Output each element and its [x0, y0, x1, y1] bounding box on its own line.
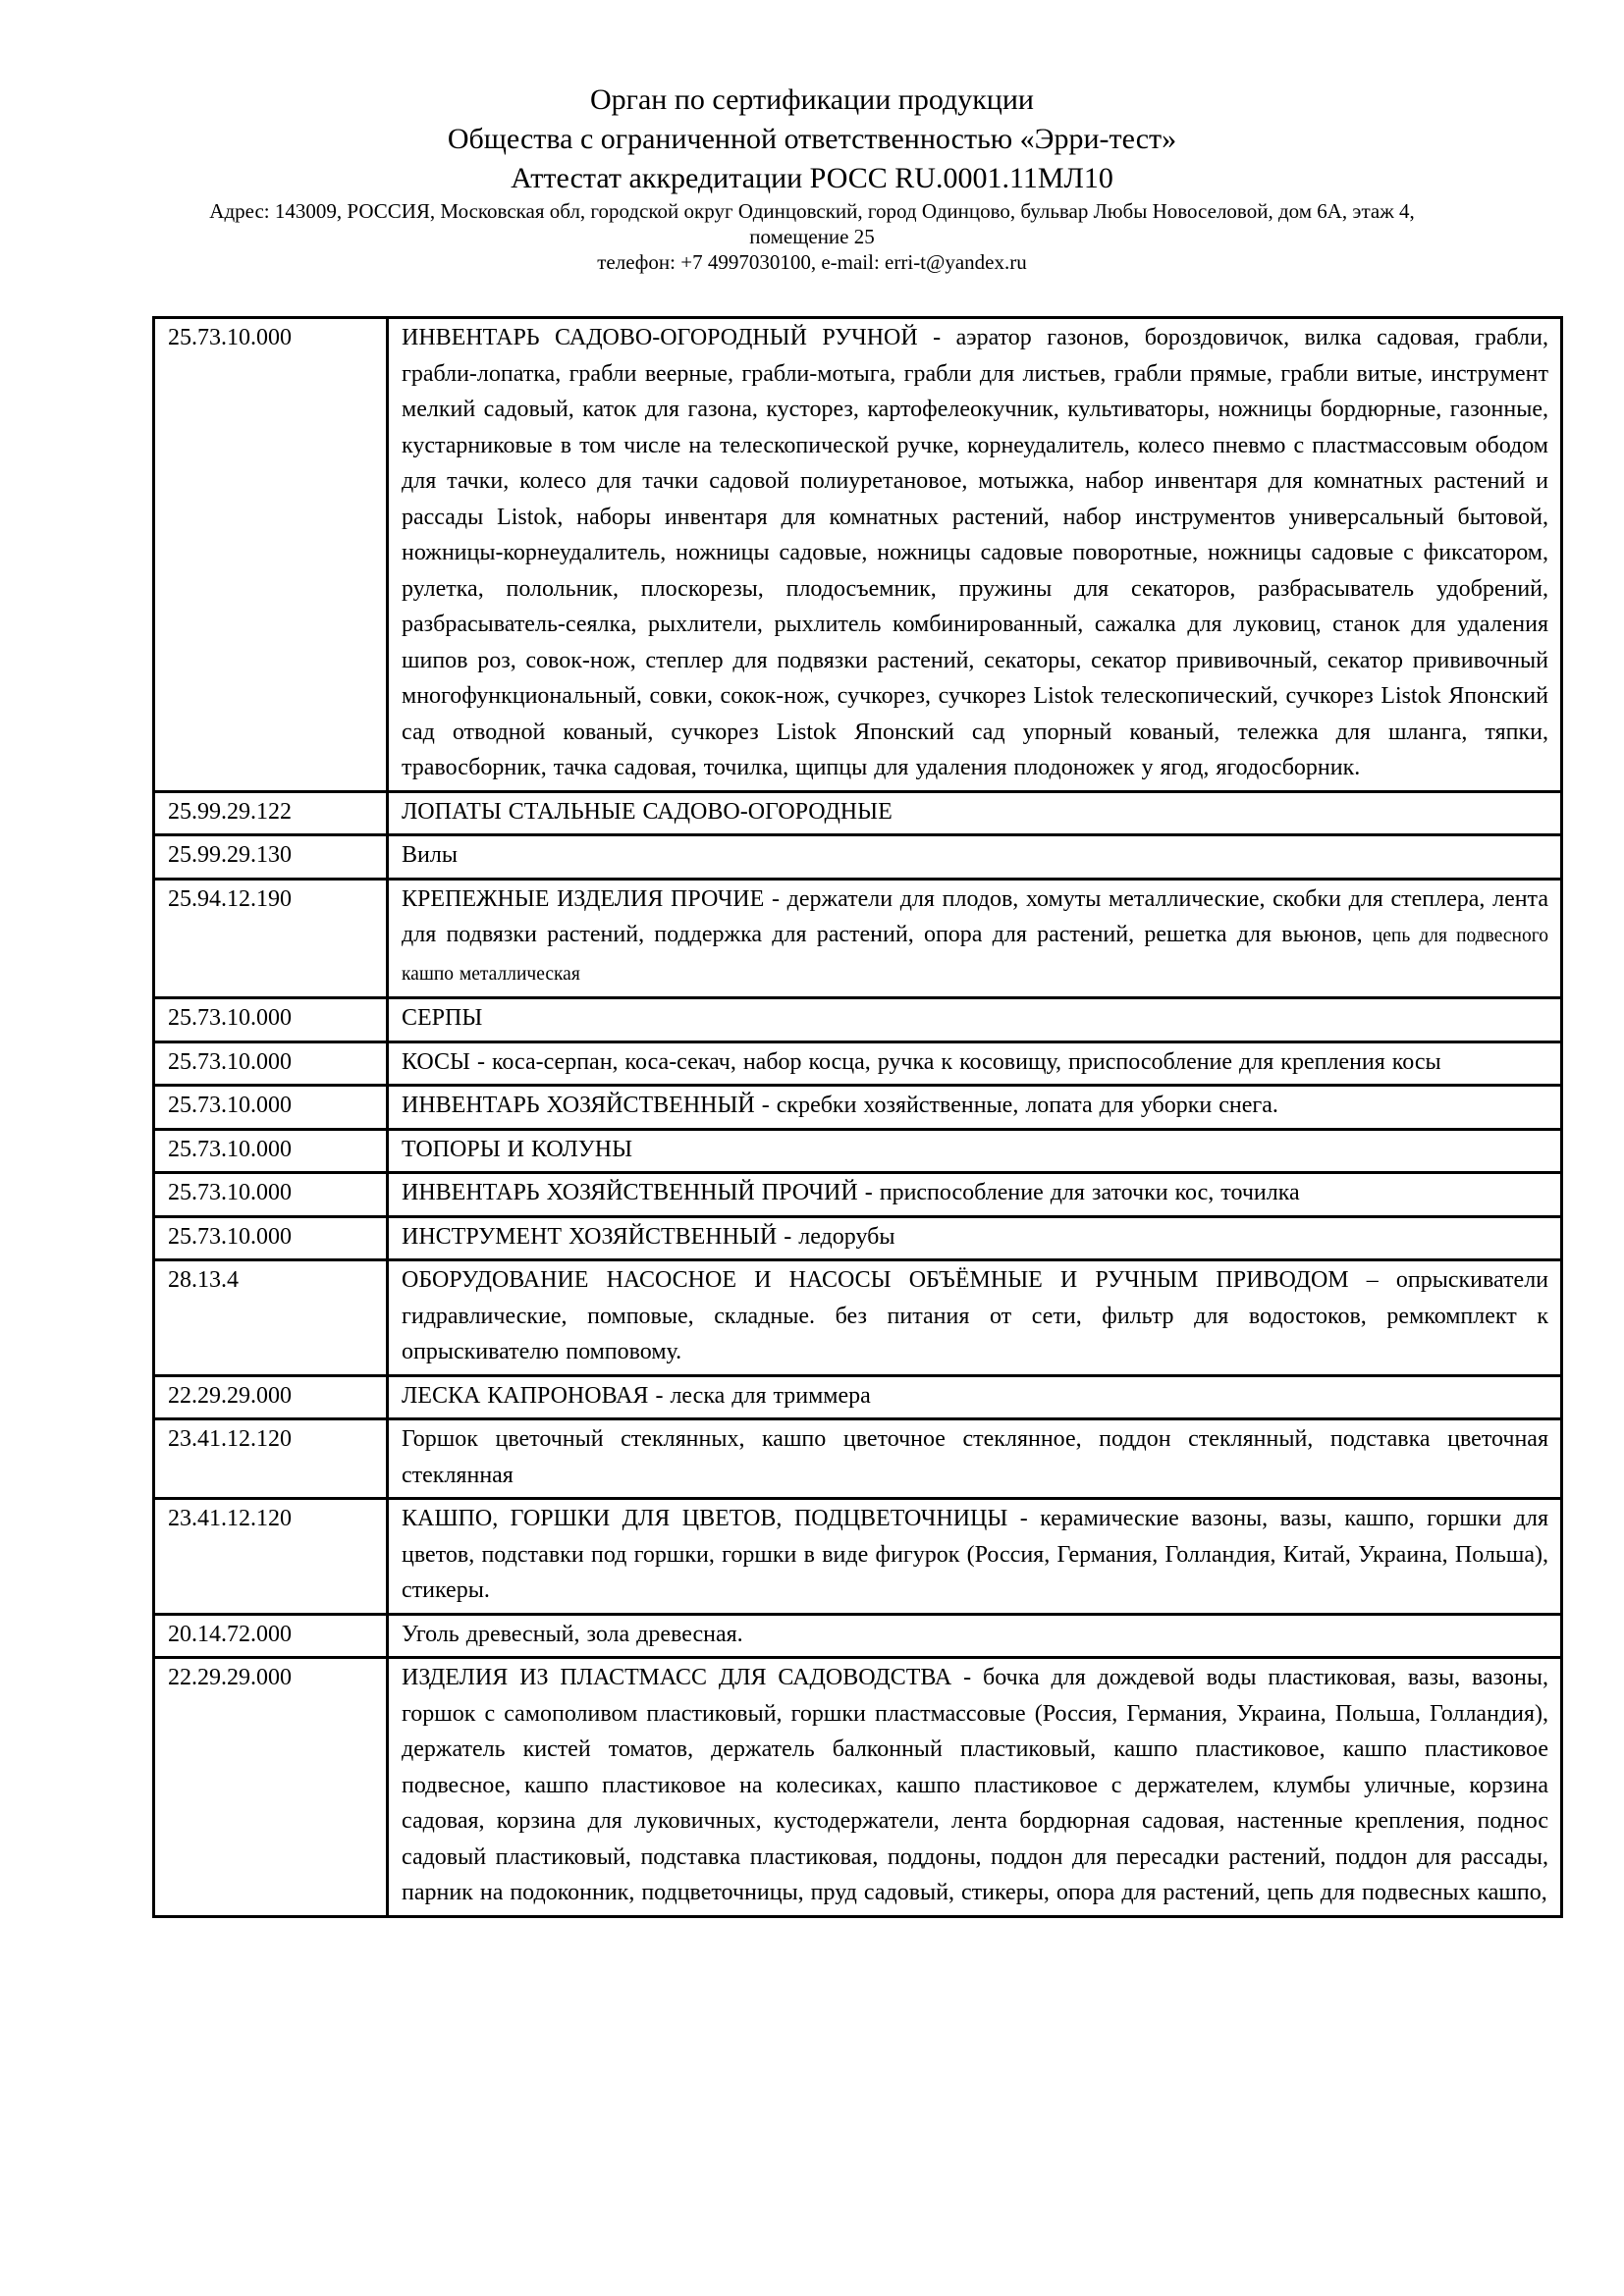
- table-row: [154, 1260, 1562, 1376]
- product-category-title: СЕРПЫ: [402, 1005, 483, 1031]
- product-code-cell: 25.73.10.000: [154, 1041, 388, 1086]
- product-code-cell: 28.13.4: [154, 1260, 388, 1376]
- product-category-title: ТОПОРЫ И КОЛУНЫ: [402, 1136, 633, 1162]
- product-code-cell: 25.73.10.000: [154, 318, 388, 792]
- product-description-cell: [388, 998, 1562, 1042]
- accreditation-certificate: Аттестат аккредитации РОСС RU.0001.11МЛ10: [511, 162, 1113, 194]
- table-row: [154, 1614, 1562, 1658]
- title-separator: -: [777, 1223, 799, 1250]
- product-code-cell: 22.29.29.000: [154, 1375, 388, 1419]
- product-description-cell: [388, 1173, 1562, 1217]
- table-row: [154, 1129, 1562, 1173]
- product-category-title: КРЕПЕЖНЫЕ ИЗДЕЛИЯ ПРОЧИЕ: [402, 885, 765, 912]
- product-description-text: ледорубы: [798, 1223, 895, 1250]
- product-category-title: ИНВЕНТАРЬ ХОЗЯЙСТВЕННЫЙ ПРОЧИЙ: [402, 1180, 858, 1205]
- product-description-text: опрыскиватели гидравлические, помповые, складные. без питания от сети, фильтр для водостоков, ремкомплект к опрыскивателю помповому.: [402, 1267, 1549, 1364]
- product-description-text: приспособление для заточки кос, точилка: [879, 1180, 1300, 1205]
- product-category-title: ИНВЕНТАРЬ САДОВО-ОГОРОДНЫЙ РУЧНОЙ: [402, 325, 918, 350]
- table-row: [154, 1086, 1562, 1130]
- product-description-cell: [388, 1216, 1562, 1260]
- product-description-text: скребки хозяйственные, лопата для уборки снега.: [776, 1093, 1278, 1118]
- product-description-cell: [388, 1658, 1562, 1917]
- title-separator: -: [648, 1382, 671, 1409]
- product-code-cell: 25.73.10.000: [154, 998, 388, 1042]
- product-code-cell: 23.41.12.120: [154, 1419, 388, 1499]
- table-row: [154, 1216, 1562, 1260]
- product-code-cell: 23.41.12.120: [154, 1499, 388, 1615]
- product-code-cell: 25.94.12.190: [154, 879, 388, 998]
- product-description-cell: [388, 791, 1562, 835]
- product-description-cell: [388, 1260, 1562, 1376]
- product-description-text: Уголь древесный, зола древесная.: [402, 1621, 743, 1647]
- product-category-title: ЛОПАТЫ СТАЛЬНЫЕ САДОВО-ОГОРОДНЫЕ: [402, 798, 893, 825]
- title-separator: -: [1007, 1506, 1041, 1531]
- certification-body-title: Орган по сертификации продукции: [590, 83, 1034, 116]
- product-code-cell: 25.99.29.130: [154, 835, 388, 880]
- product-description-cell: [388, 835, 1562, 880]
- product-description-cell: [388, 1041, 1562, 1086]
- product-code-cell: 25.99.29.122: [154, 791, 388, 835]
- product-category-title: КОСЫ: [402, 1048, 470, 1075]
- table-row: [154, 318, 1562, 792]
- table-row: [154, 1499, 1562, 1615]
- product-description-cell: [388, 1499, 1562, 1615]
- product-description-cell: [388, 1129, 1562, 1173]
- product-description-cell: [388, 1614, 1562, 1658]
- product-description-smalltext: цепь для подвесного кашпо металлическая: [402, 926, 1548, 985]
- product-code-cell: 25.73.10.000: [154, 1086, 388, 1130]
- product-category-title: ИЗДЕЛИЯ ИЗ ПЛАСТМАСС ДЛЯ САДОВОДСТВА: [402, 1665, 952, 1690]
- product-description-text: аэратор газонов, бороздовичок, вилка садовая, грабли, грабли-лопатка, грабли веерные, грабли-мотыга, грабли для листьев, грабли прямые, грабли витые, инструмент мелкий садовый, каток для газона, кусторез, картофелеокучник, культиваторы, ножницы бордюрные, газонные, кустарниковые в том числе на телескопической ручке, корнеудалитель, колесо пневмо с пластмассовым ободом для тачки, колесо для тачки садовой полиуретановое, мотыжка, набор инвентаря для комнатных растений и рассады Listok, наборы инвентаря для комнатных растений, набор инструментов универсальный бытовой, ножницы-корнеудалитель, ножницы садовые, ножницы садовые поворотные, ножницы садовые с фиксатором, рулетка, полольник, плоскорезы, плодосъемник, пружины для секаторов, разбрасыватель удобрений, разбрасыватель-сеялка, рыхлители, рыхлитель комбинированный, сажалка для луковиц, станок для удаления шипов роз, совок-нож, степлер для подвязки растений, секаторы, секатор прививочный, секатор прививочный многофункциональный, совки, сокок-нож, сучкорез, сучкорез Listok телескопический, сучкорез Listok Японский сад отводной кованый, сучкорез Listok Японский сад упорный кованый, тележка для шланга, тяпки, травосборник, тачка садовая, точилка, щипцы для удаления плодоножек у ягод, ягодосборник.: [402, 325, 1548, 780]
- title-separator: -: [857, 1180, 880, 1205]
- product-category-title: ИНСТРУМЕНТ ХОЗЯЙСТВЕННЫЙ: [402, 1223, 778, 1250]
- product-description-cell: [388, 879, 1562, 998]
- product-category-title: КАШПО, ГОРШКИ ДЛЯ ЦВЕТОВ, ПОДЦВЕТОЧНИЦЫ: [402, 1506, 1008, 1531]
- product-category-title: ЛЕСКА КАПРОНОВАЯ: [402, 1382, 649, 1409]
- table-row: [154, 835, 1562, 880]
- product-category-title: ИНВЕНТАРЬ ХОЗЯЙСТВЕННЫЙ: [402, 1093, 755, 1118]
- product-code-cell: 20.14.72.000: [154, 1614, 388, 1658]
- address-line-2: помещение 25: [749, 225, 875, 248]
- organization-name: Общества с ограниченной ответственностью «Эрри-тест»: [447, 123, 1177, 155]
- product-description-cell: [388, 1086, 1562, 1130]
- product-table-body: [154, 318, 1562, 1917]
- product-description-text: леска для триммера: [670, 1382, 871, 1409]
- product-description-text: Вилы: [402, 842, 458, 868]
- table-row: [154, 879, 1562, 998]
- table-row: [154, 1658, 1562, 1917]
- product-category-title: ОБОРУДОВАНИЕ НАСОСНОЕ И НАСОСЫ ОБЪЁМНЫЕ И РУЧНЫМ ПРИВОДОМ: [402, 1267, 1349, 1293]
- table-row: [154, 791, 1562, 835]
- contact-info: телефон: +7 4997030100, e-mail: erri-t@yandex.ru: [597, 250, 1027, 274]
- table-row: [154, 1173, 1562, 1217]
- product-description-text: керамические вазоны, вазы, кашпо, горшки для цветов, подставки под горшки, горшки в виде фигурок (Россия, Германия, Голландия, Китай, Украина, Польша), стикеры.: [402, 1506, 1548, 1603]
- title-separator: -: [469, 1048, 492, 1075]
- product-description-cell: [388, 1375, 1562, 1419]
- product-description-cell: [388, 318, 1562, 792]
- table-row: [154, 1375, 1562, 1419]
- product-code-cell: 25.73.10.000: [154, 1173, 388, 1217]
- address-line-1: Адрес: 143009, РОССИЯ, Московская обл, городской округ Одинцовский, город Одинцово, бульвар Любы Новоселовой, дом 6А, этаж 4,: [209, 199, 1415, 223]
- table-row: [154, 1419, 1562, 1499]
- product-description-text: держатели для плодов, хомуты металлические, скобки для степлера, лента для подвязки растений, поддержка для растений, опора для растений, решетка для вьюнов,: [402, 885, 1548, 947]
- product-scope-table: [152, 316, 1563, 1918]
- title-separator: -: [764, 885, 787, 912]
- document-header: [0, 0, 1624, 275]
- title-separator: -: [951, 1665, 984, 1690]
- table-row: [154, 1041, 1562, 1086]
- title-separator: –: [1348, 1267, 1396, 1293]
- product-description-text: коса-серпан, коса-секач, набор косца, ручка к косовищу, приспособление для крепления косы: [491, 1048, 1441, 1075]
- product-code-cell: 25.73.10.000: [154, 1216, 388, 1260]
- table-row: [154, 998, 1562, 1042]
- product-description-text: бочка для дождевой воды пластиковая, вазы, вазоны, горшок с самополивом пластиковый, горшки пластмассовые (Россия, Германия, Украина, Польша, Голландия), держатель кистей томатов, держатель балконный пластиковый, кашпо пластиковое, кашпо пластиковое подвесное, кашпо пластиковое на колесиках, кашпо пластиковое с держателем, клумбы уличные, корзина садовая, корзина для луковичных, кустодержатели, лента бордюрная садовая, настенные крепления, поднос садовый пластиковый, подставка пластиковая, поддоны, поддон для пересадки растений, поддон для рассады, парник на подоконник, подцветочницы, пруд садовый, стикеры, опора для растений, цепь для подвесных кашпо,: [402, 1665, 1548, 1905]
- product-code-cell: 25.73.10.000: [154, 1129, 388, 1173]
- product-description-text: Горшок цветочный стеклянных, кашпо цветочное стеклянное, поддон стеклянный, подставка цветочная стеклянная: [402, 1426, 1548, 1488]
- title-separator: -: [917, 325, 956, 350]
- product-code-cell: 22.29.29.000: [154, 1658, 388, 1917]
- product-description-cell: [388, 1419, 1562, 1499]
- title-separator: -: [754, 1093, 777, 1118]
